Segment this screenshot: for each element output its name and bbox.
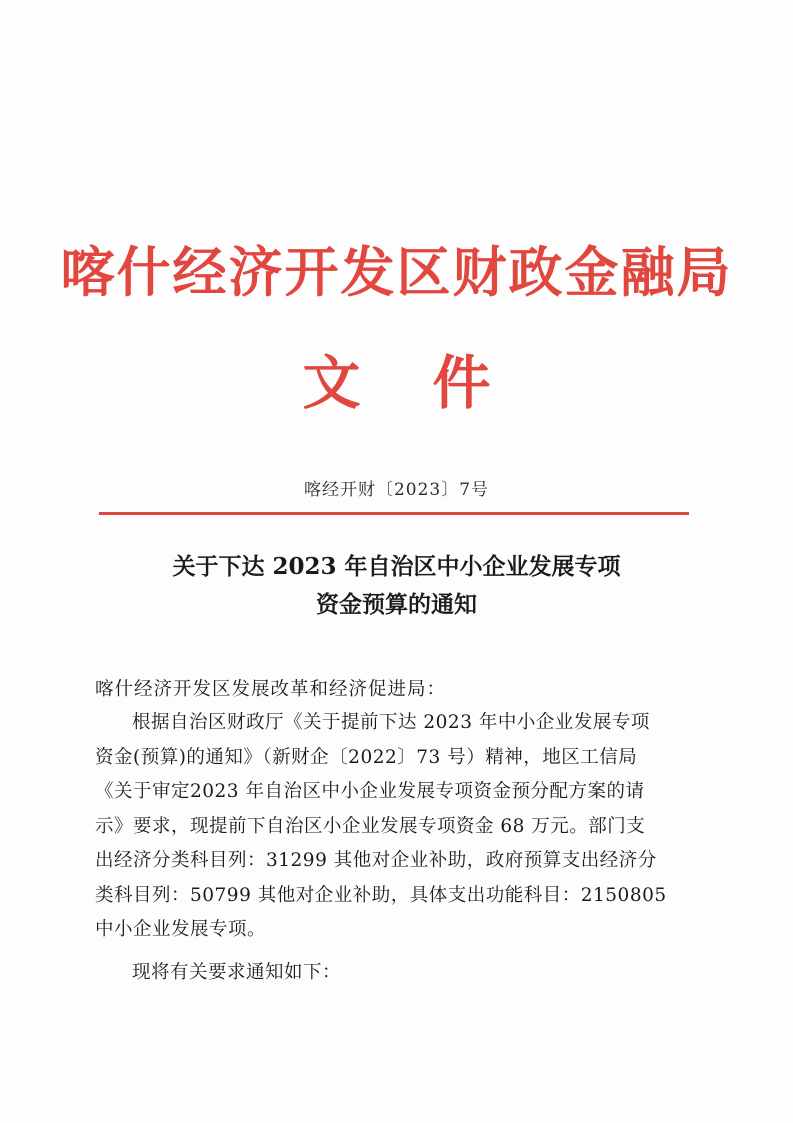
paragraph-line: 资金(预算)的通知》（新财企〔2022〕73 号）精神，地区工信局 xyxy=(95,746,638,768)
closing-line: 现将有关要求通知如下： xyxy=(132,961,342,983)
document-type-heading: 文件 xyxy=(302,349,563,417)
paragraph-line: 根据自治区财政厅《关于提前下达 2023 年中小企业发展专项 xyxy=(132,712,650,733)
document-number: 喀经开财〔2023〕7号 xyxy=(303,480,490,500)
red-separator-line xyxy=(99,512,689,515)
paragraph-line: 出经济分类科目列：31299 其他对企业补助，政府预算支出经济分 xyxy=(95,850,657,871)
paragraph-spacer xyxy=(95,948,700,956)
body-paragraph xyxy=(95,706,700,990)
paragraph-line: 中小企业发展专项。 xyxy=(95,919,267,940)
addressee: 喀什经济开发区发展改革和经济促进局： xyxy=(95,679,447,700)
paragraph-line: 类科目列：50799 其他对企业补助，具体支出功能科目：2150805 xyxy=(95,884,667,906)
subject-line-2: 资金预算的通知 xyxy=(316,591,477,618)
paragraph-line: 示》要求，现提前下自治区小企业发展专项资金 68 万元。部门支 xyxy=(95,815,646,837)
issuing-authority-title: 喀什经济开发区财政金融局 xyxy=(60,241,733,304)
subject-line-1: 关于下达 2023 年自治区中小企业发展专项 xyxy=(172,553,621,580)
paragraph-line: 《关于审定2023 年自治区中小企业发展专项资金预分配方案的请 xyxy=(95,781,645,802)
document-subject xyxy=(0,548,793,624)
